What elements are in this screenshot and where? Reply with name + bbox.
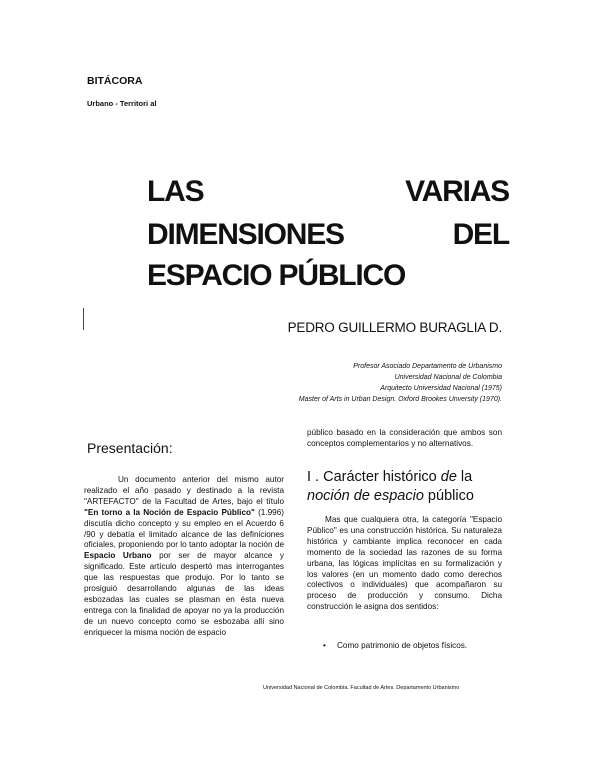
title-word: VARIAS [405,175,509,208]
affiliation-line: Profesor Asociado Departamento de Urbanismo [353,363,502,370]
section-heading [307,468,507,506]
article-title-line-3: ESPACIO PÚBLICO [147,259,406,292]
title-word: DIMENSIONES [147,218,344,251]
page-footer: Universidad Nacional de Colombia. Facultad de Artes. Departamento Urbanismo [263,685,460,691]
text-run: por ser de mayor alcance y significado. Este artículo despertó mas interrogantes que las respuestas que produjo. Por lo tanto se prosiguió desarrollando algunas de las ideas esbozadas las cuales se plasman en ésta nueva entrega con la finalidad de apoyar no ya la producción de un nuevo concepto como se esbozaba allí sino enriquecer la misma noción de espacio [84,551,284,637]
bullet-icon: • [323,641,326,650]
heading-run: noción de espacio [307,488,424,504]
bullet-item [323,641,467,650]
key-term: Espacio Urbano [84,551,152,561]
journal-name: BITÁCORA [87,75,143,87]
heading-run: la [456,469,473,485]
text-run: Mas que cualquiera otra, la categoría "Espacio Público" es una construcción histórica. Su naturaleza histórica y cambiante implica reconocer en cada momento de la sociedad las razones de su forma urbana, las lógicas implícitas en su formalización y los valores (en un momento dado como derechos colectivos o individuales) que acompañaron su proceso de producción y consumo. Dicha construcción le asigna dos sentidos: [307,515,502,612]
affiliation-line: Arquitecto Universidad Nacional (1975) [380,385,502,392]
section-label: Urbano - Territori al [87,99,157,108]
affiliation-line: Universidad Nacional de Colombia [394,374,502,381]
heading-run: público [423,488,474,504]
article-title-line-2 [147,220,509,250]
affiliation-line: Master of Arts in Urban Design. Oxford Brookes Unversity (1970). [298,396,502,403]
heading-run: I . Carácter histórico [307,469,441,485]
margin-rule [83,308,84,330]
section-paragraph [307,515,502,613]
article-title-line-1 [147,177,509,207]
text-run: público basado en la consideración que ambos son conceptos complementarios y no alternativos. [307,428,502,448]
heading-run: de [440,469,457,485]
presentacion-paragraph [84,475,284,639]
title-word: LAS [147,175,204,208]
title-word: DEL [452,218,509,251]
text-run: Un documento anterior del mismo autor realizado el año pasado y destinado a la revista "ARTEFACTO" de la Facultad de Artes, bajo el título [84,475,284,506]
cited-title: "En torno a la Noción de Espacio Público" [84,507,255,517]
author-name: PEDRO GUILLERMO BURAGLIA D. [287,320,502,335]
presentacion-heading: Presentación: [87,440,173,456]
continuation-paragraph [307,428,502,450]
text-run: (1.996) discutía dicho concepto y su empleo en el Acuerdo 6 /90 y debatía el limitado alcance de las definiciones oficiales, proponiendo por lo tanto adoptar la noción de [84,507,285,550]
bullet-text: Como patrimonio de objetos físicos. [337,641,468,650]
